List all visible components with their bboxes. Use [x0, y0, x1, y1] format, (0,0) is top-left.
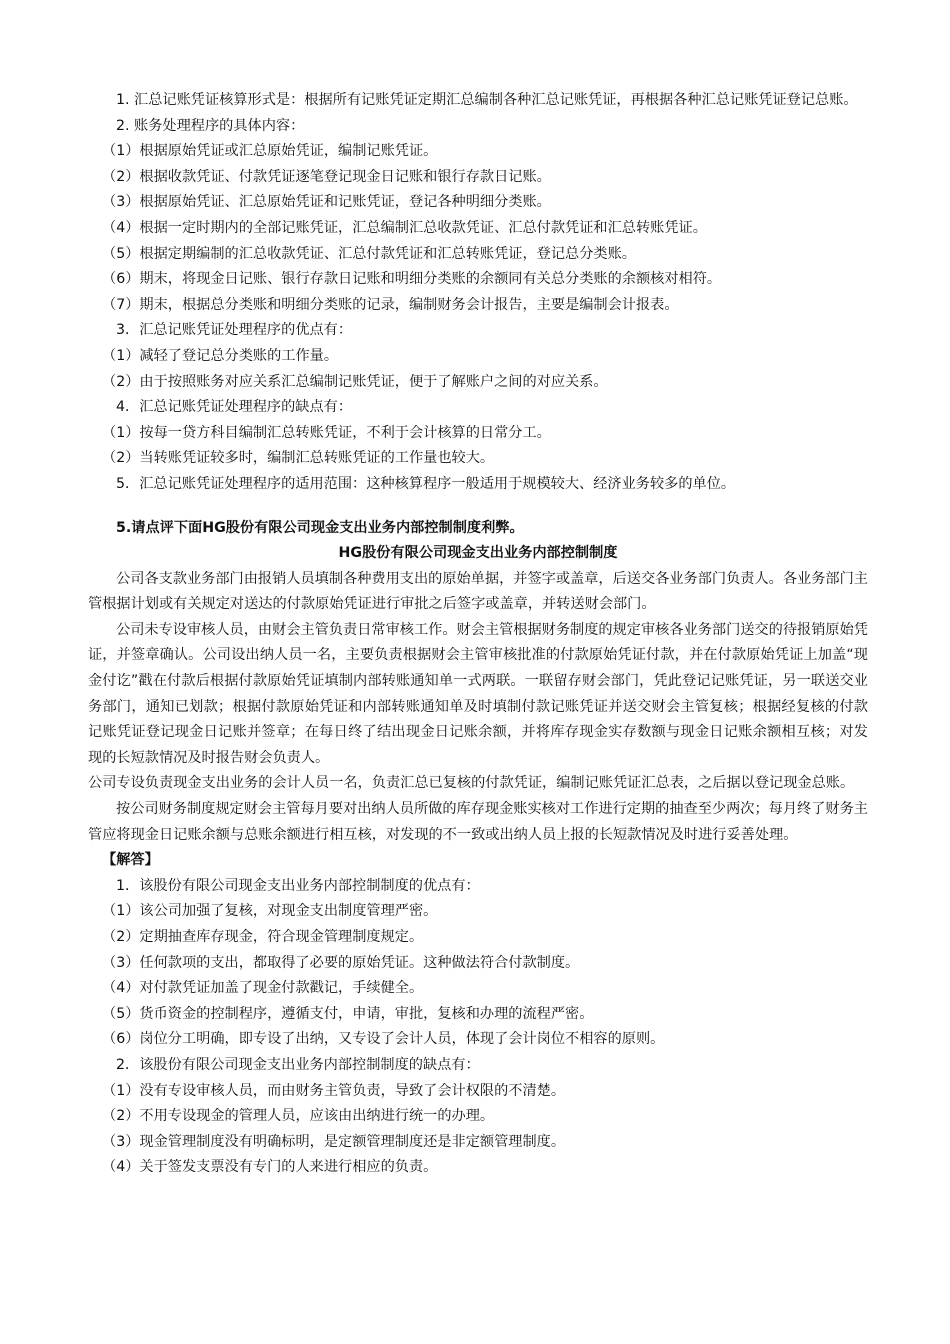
disadvantages-heading: 4．汇总记账凭证处理程序的缺点有： [116, 399, 353, 416]
procedure-step: （1）根据原始凭证或汇总原始凭证，编制记账凭证。 [102, 143, 438, 160]
cons-item: （3）现金管理制度没有明确标明，是定额管理制度还是非定额管理制度。 [102, 1133, 566, 1150]
procedure-step: （4）根据一定时期内的全部记账凭证，汇总编制汇总收款凭证、汇总付款凭证和汇总转账凭证。 [102, 219, 707, 236]
pros-item: （5）货币资金的控制程序，遵循支付，申请，审批，复核和办理的流程严密。 [102, 1005, 594, 1022]
disadvantage-item: （1）按每一贷方科目编制汇总转账凭证，不利于会计核算的日常分工。 [102, 424, 551, 441]
case-paragraph: 公司专设负责现金支出业务的会计人员一名，负责汇总已复核的付款凭证，编制记账凭证汇总表，之后据以登记现金总账。 [88, 775, 855, 792]
case-paragraph: 公司各支款业务部门由报销人员填制各种费用支出的原始单据，并签字或盖章，后送交各业务部门负责人。各业务部门主管根据计划或有关规定对送达的付款原始凭证进行审批之后签字或盖章，并转送财会部门。 [88, 570, 868, 613]
procedure-step: （3）根据原始凭证、汇总原始凭证和记账凭证，登记各种明细分类账。 [102, 194, 551, 211]
procedure-heading: 2. 账务处理程序的具体内容： [116, 117, 305, 134]
advantage-item: （1）减轻了登记总分类账的工作量。 [102, 347, 339, 364]
procedure-step: （5）根据定期编制的汇总收款凭证、汇总付款凭证和汇总转账凭证，登记总分类账。 [102, 245, 636, 262]
pros-item: （4）对付款凭证加盖了现金付款戳记，手续健全。 [102, 980, 424, 997]
advantages-heading: 3．汇总记账凭证处理程序的优点有： [116, 322, 353, 339]
procedure-step: （2）根据收款凭证、付款凭证逐笔登记现金日记账和银行存款日记账。 [102, 168, 551, 185]
cons-item: （2）不用专设现金的管理人员，应该由出纳进行统一的办理。 [102, 1108, 495, 1125]
document-page [88, 88, 868, 1181]
advantage-item: （2）由于按照账务对应关系汇总编制记账凭证，便于了解账户之间的对应关系。 [102, 373, 608, 390]
case-paragraph: 按公司财务制度规定财会主管每月要对出纳人员所做的库存现金账实核对工作进行定期的抽查至少两次；每月终了财务主管应将现金日记账余额与总账余额进行相互核，对发现的不一致或出纳人员上报的长短款情况及时进行妥善处理。 [88, 801, 868, 843]
cons-item: （4）关于签发支票没有专门的人来进行相应的负责。 [102, 1159, 438, 1176]
question-title: 5.请点评下面HG股份有限公司现金支出业务内部控制制度利弊。 [116, 519, 524, 536]
cons-heading: 2．该股份有限公司现金支出业务内部控制制度的缺点有： [116, 1056, 480, 1073]
pros-item: （2）定期抽查库存现金，符合现金管理制度规定。 [102, 929, 424, 945]
pros-item: （1）该公司加强了复核，对现金支出制度管理严密。 [102, 903, 438, 920]
procedure-step: （7）期末，根据总分类账和明细分类账的记录，编制财务会计报告，主要是编制会计报表。 [102, 296, 679, 313]
pros-item: （6）岗位分工明确，即专设了出纳，又专设了会计人员，体现了会计岗位不相容的原则。 [102, 1031, 665, 1048]
spacer [88, 498, 868, 516]
case-paragraph: 公司未专设审核人员，由财会主管负责日常审核工作。财会主管根据财务制度的规定审核各业务部门送交的待报销原始凭证，并签章确认。公司设出纳人员一名，主要负责根据财会主管审核批准的付款原始凭证付款，并在付款原始凭证上加盖“现金付讫”戳在付款后根据付款原始凭证填制内部转账通知单一式两联。一联留存财会部门，凭此登记记账凭证，另一联送交业务部门，通知已划款；根据付款原始凭证和内部转账通知单及时填制付款记账凭证并送交财会主管复核；根据经复核的付款记账凭证登记现金日记账并签章；在每日终了结出现金日记账余额，并将库存现金实存数额与现金日记账余额相互核；对发现的长短款情况及时报告财会负责人。 [88, 621, 868, 766]
scope-paragraph: 5．汇总记账凭证处理程序的适用范围：这种核算程序一般适用于规模较大、经济业务较多的单位。 [116, 475, 736, 492]
summary-definition: 1. 汇总记账凭证核算形式是：根据所有记账凭证定期汇总编制各种汇总记账凭证，再根据各种汇总记账凭证登记总账。 [116, 92, 858, 108]
answer-tag: 【解答】 [102, 852, 159, 869]
pros-heading: 1．该股份有限公司现金支出业务内部控制制度的优点有： [116, 877, 480, 894]
cons-item: （1）没有专设审核人员，而由财务主管负责，导致了会计权限的不清楚。 [102, 1082, 566, 1099]
procedure-step: （6）期末，将现金日记账、银行存款日记账和明细分类账的余额同有关总分类账的余额核对相符。 [102, 271, 722, 288]
disadvantage-item: （2）当转账凭证较多时，编制汇总转账凭证的工作量也较大。 [102, 450, 495, 467]
question-subtitle: HG股份有限公司现金支出业务内部控制制度 [338, 545, 618, 562]
pros-item: （3）任何款项的支出，都取得了必要的原始凭证。这种做法符合付款制度。 [102, 954, 580, 971]
